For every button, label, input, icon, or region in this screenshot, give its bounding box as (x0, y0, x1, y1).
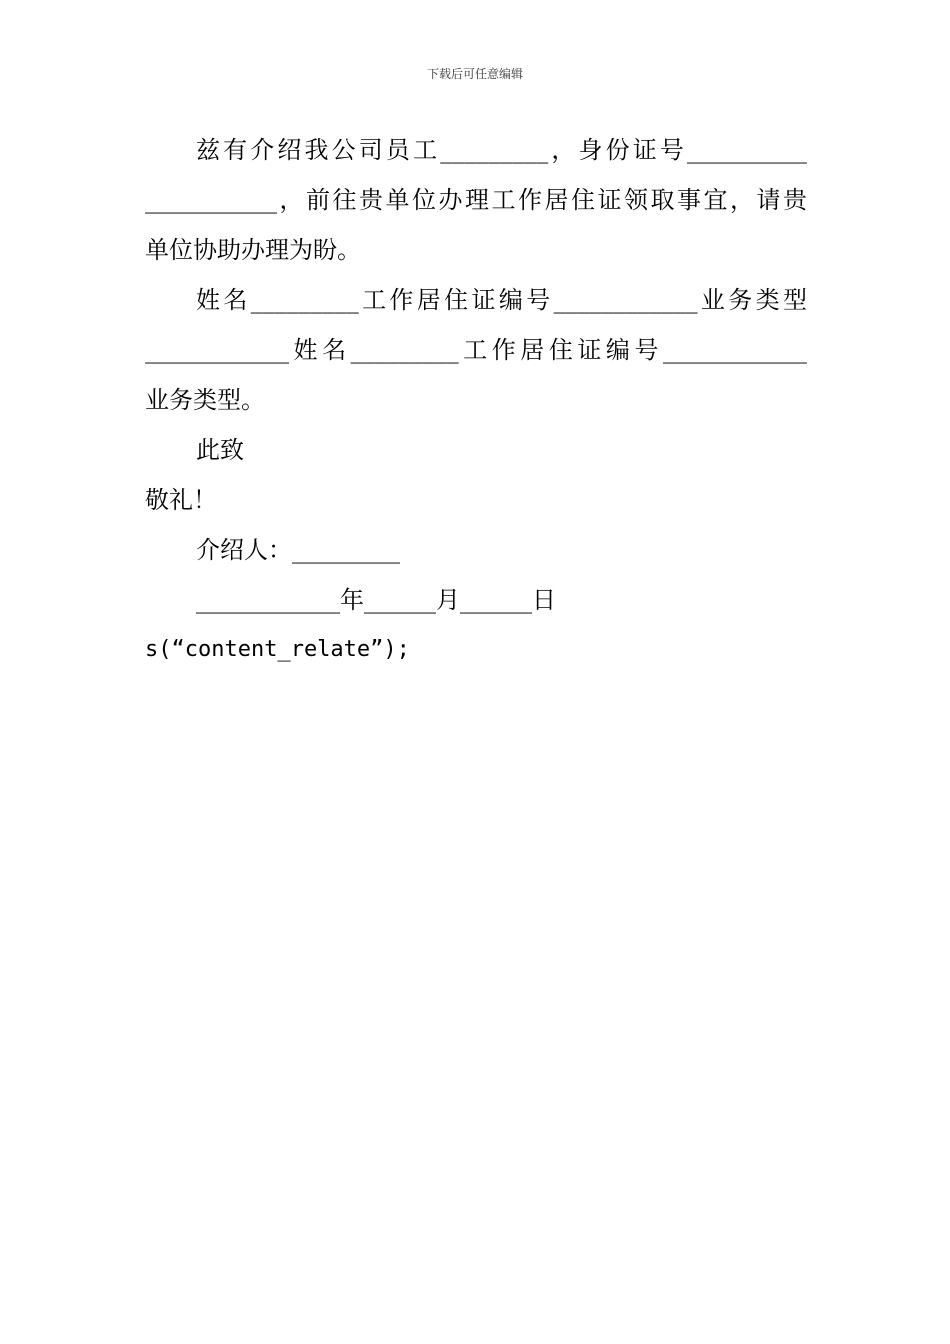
salutation-line: 敬礼！ (145, 486, 217, 514)
page-header: 下载后可任意编辑 (426, 67, 523, 81)
details-line-2: ____________姓名_________工作居住证编号____________ (145, 336, 807, 364)
introducer-line: 介绍人：_________ (196, 536, 400, 564)
paragraph-line-1: 兹有介绍我公司员工_________，身份证号__________ (196, 136, 807, 164)
paragraph-line-3: 单位协助办理为盼。 (145, 236, 361, 264)
closing-line: 此致 (196, 436, 244, 464)
details-line-1: 姓名_________工作居住证编号____________业务类型 (196, 286, 807, 314)
date-line: ____________年______月______日 (196, 586, 556, 614)
code-fragment-line: s(“content_relate”); (145, 637, 410, 662)
details-line-3: 业务类型。 (145, 386, 265, 414)
letter-body (145, 125, 807, 675)
paragraph-line-2: ___________，前往贵单位办理工作居住证领取事宜，请贵 (145, 186, 807, 214)
